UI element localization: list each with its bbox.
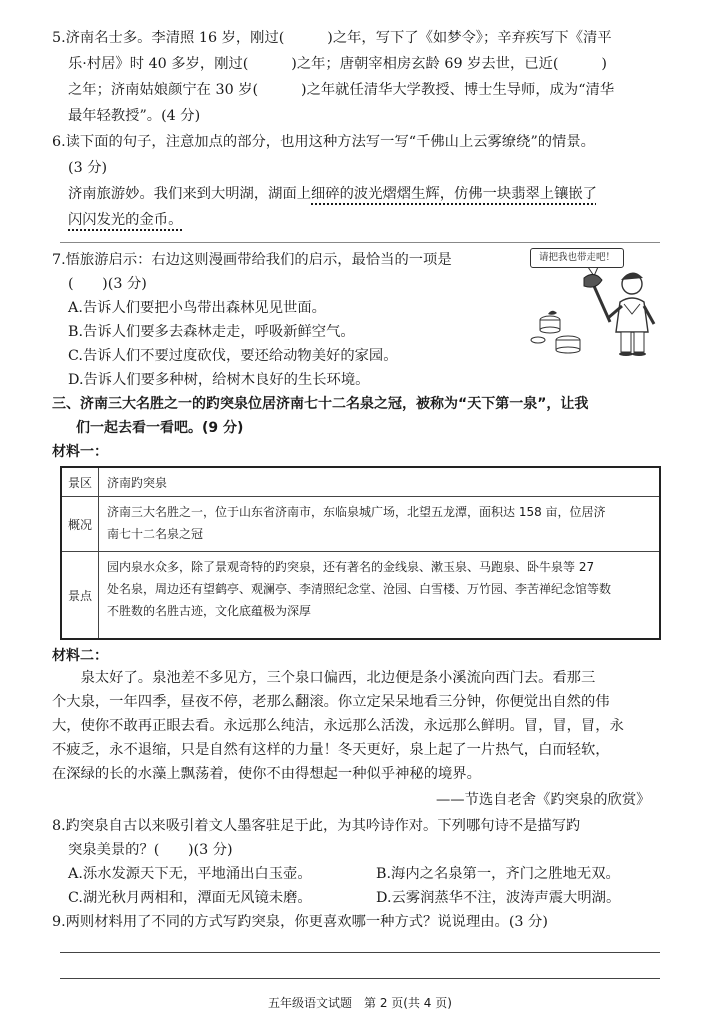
table-cell-line: 济南趵突泉 (107, 476, 168, 490)
material1-table (60, 466, 661, 640)
answer-line (60, 978, 660, 979)
q6-sentence-dotted: 细碎的波光熠熠生辉，仿佛一块翡翠上镶嵌了 (311, 186, 597, 202)
material2-source: ——节选自老舍《趵突泉的欣赏》 (436, 792, 651, 808)
table-row-head: 景点 (62, 552, 99, 638)
q5-line-3: 之年；济南姑娘颜宁在 30 岁( )之年就任清华大学教授、博士生导师，成为“清华 (68, 82, 615, 98)
q6-line-2: (3 分) (68, 160, 108, 176)
table-cell-line: 不胜数的名胜古迹，文化底蕴极为深厚 (107, 604, 312, 618)
q5-line-1: 5.济南名士多。李清照 16 岁，刚过( )之年，写下了《如梦令》；辛弃疾写下《清平 (52, 30, 612, 46)
material1-label: 材料一： (52, 444, 108, 460)
q8-option-c: C.湖光秋月两相和，潭面无风镜未磨。 (68, 890, 312, 906)
q6-sentence-dotted-2: 闪闪发光的金币。 (68, 212, 183, 228)
q5-line-2: 乐·村居》时 40 多岁，刚过( )之年；唐朝宰相房玄龄 69 岁去世，已近( ) (68, 56, 607, 72)
table-row-content (99, 468, 659, 496)
q8-option-b: B.海内之名泉第一，齐门之胜地无双。 (376, 866, 620, 882)
table-cell-line: 处名泉，周边还有望鹤亭、观澜亭、李清照纪念堂、沧园、白雪楼、万竹园、李苦禅纪念馆等数 (107, 582, 612, 596)
answer-divider (60, 242, 660, 243)
table-cell-line: 园内泉水众多，除了景观奇特的趵突泉，还有著名的金线泉、漱玉泉、马跑泉、卧牛泉等 27 (107, 560, 595, 574)
table-cell-line: 济南三大名胜之一，位于山东省济南市，东临泉城广场，北望五龙潭，面积达 158 亩，位居济 (107, 505, 606, 519)
q9-line-1: 9.两则材料用了不同的方式写趵突泉，你更喜欢哪一种方式？说说理由。(3 分) (52, 914, 548, 930)
page-footer: 五年级语文试题 第 2 页(共 4 页) (268, 996, 452, 1010)
q6-sentence-line-2 (68, 210, 182, 230)
q7-line-2: ( )(3 分) (68, 276, 147, 292)
material2-line: 不疲乏，永不退缩，只是自然有这样的力量！冬天更好，泉上起了一片热气，白而轻软， (52, 742, 610, 758)
section3-line-1: 三、济南三大名胜之一的趵突泉位居济南七十二名泉之冠，被称为“天下第一泉”，让我 (52, 396, 589, 412)
section3-line-2: 们一起去看一看吧。(9 分) (76, 420, 244, 436)
q6-line-1: 6.读下面的句子，注意加点的部分，也用这种方法写一写“千佛山上云雾缭绕”的情景。 (52, 134, 595, 150)
q7-option-c: C.告诉人们不要过度砍伐，要还给动物美好的家园。 (68, 348, 398, 364)
table-row (62, 551, 659, 638)
q7-line-1: 7.悟旅游启示：右边这则漫画带给我们的启示，最恰当的一项是 (52, 252, 452, 268)
q7-cartoon (528, 244, 664, 356)
cartoon-speech-bubble: 请把我也带走吧！ (530, 248, 624, 268)
q7-option-a: A.告诉人们要把小鸟带出森林见见世面。 (68, 300, 326, 316)
q6-sentence-plain: 济南旅游妙。我们来到大明湖，湖面上 (68, 186, 312, 202)
q8-line-2: 突泉美景的？( )(3 分) (68, 842, 233, 858)
table-row (62, 496, 659, 551)
material2-line: 在深绿的长的水藻上飘荡着，使你不由得想起一种似乎神秘的境界。 (52, 766, 481, 782)
q7-option-b: B.告诉人们要多去森林走走，呼吸新鲜空气。 (68, 324, 355, 340)
table-row-head: 概况 (62, 497, 99, 551)
material2-line: 大，使你不敢再正眼去看。永远那么纯洁，永远那么活泼，永远那么鲜明。冒，冒，冒，永 (52, 718, 624, 734)
q8-option-a: A.泺水发源天下无，平地涌出白玉壶。 (68, 866, 312, 882)
table-cell-line: 南七十二名泉之冠 (107, 527, 204, 541)
q5-line-4: 最年轻教授”。(4 分) (68, 108, 201, 124)
q6-sentence-line-1 (68, 184, 597, 204)
material2-line: 泉太好了。泉池差不多见方，三个泉口偏西，北边便是条小溪流向西门去。看那三 (52, 670, 596, 686)
q7-option-d: D.告诉人们要多种树，给树木良好的生长环境。 (68, 372, 370, 388)
material2-line: 个大泉，一年四季，昼夜不停，老那么翻滚。你立定呆呆地看三分钟，你便觉出自然的伟 (52, 694, 610, 710)
material2-label: 材料二： (52, 648, 108, 664)
answer-line (60, 952, 660, 953)
table-row (62, 468, 659, 496)
q8-line-1: 8.趵突泉自古以来吸引着文人墨客驻足于此，为其吟诗作对。下列哪句诗不是描写趵 (52, 818, 581, 834)
table-row-content (99, 552, 659, 638)
table-row-head: 景区 (62, 468, 99, 496)
q8-option-d: D.云雾润蒸华不注，波涛声震大明湖。 (376, 890, 621, 906)
table-row-content (99, 497, 659, 551)
